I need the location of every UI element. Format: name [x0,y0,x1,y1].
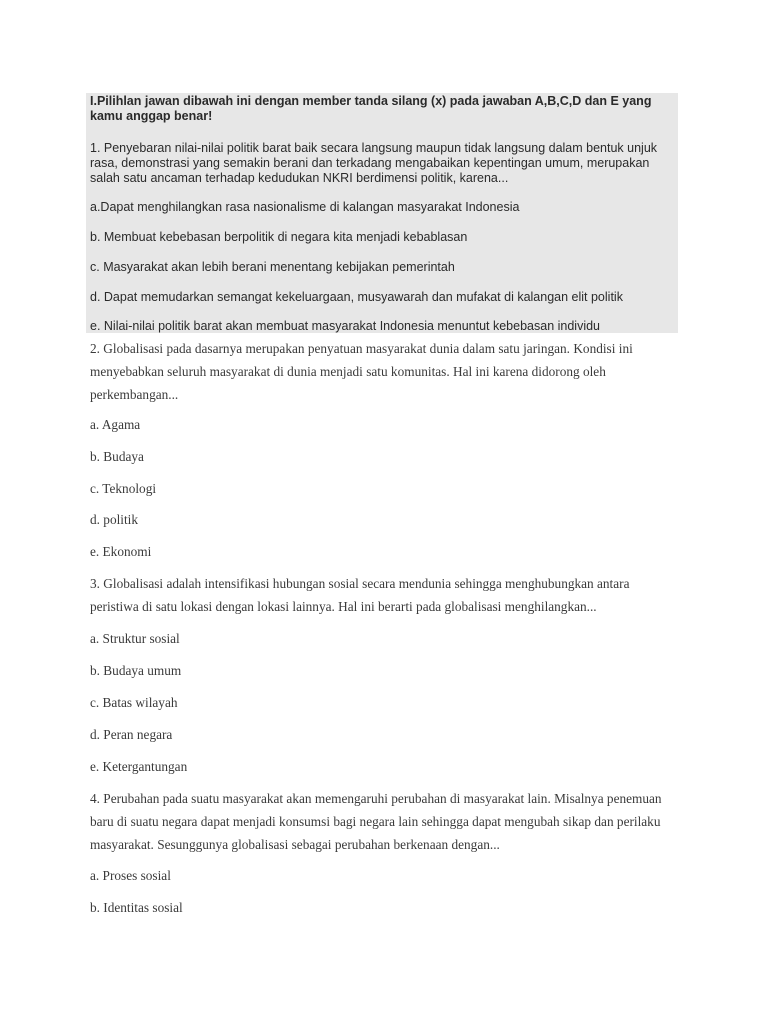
question-2-option-a: a. Agama [90,417,141,432]
question-3-option-c: c. Batas wilayah [90,695,178,710]
question-4-text: 4. Perubahan pada suatu masyarakat akan memengaruhi perubahan di masyarakat lain. Misalnya penemuan baru di suatu negara dapat menjadi konsumsi bagi negara lain sehingga dapat mengubah sikap dan perilaku masyarakat. Sesunggunya globalisasi sebagai perubahan berkenaan dengan... [90,791,662,852]
question-4-option-a: a. Proses sosial [90,868,171,883]
question-2-text: 2. Globalisasi pada dasarnya merupakan penyatuan masyarakat dunia dalam satu jaringan. Kondisi ini menyebabkan seluruh masyarakat di dunia menjadi satu komunitas. Hal ini karena didorong oleh perkembangan... [90,341,633,402]
question-3-option-e: e. Ketergantungan [90,759,188,774]
question-3-text: 3. Globalisasi adalah intensifikasi hubungan sosial secara mendunia sehingga menghubungkan antara peristiwa di satu lokasi dengan lokasi lainnya. Hal ini berarti pada globalisasi menghilangkan... [90,576,630,614]
question-3-option-b: b. Budaya umum [90,663,182,678]
question-1-option-a: a.Dapat menghilangkan rasa nasionalisme di kalangan masyarakat Indonesia [90,200,520,214]
question-1-option-c: c. Masyarakat akan lebih berani menentang kebijakan pemerintah [90,260,455,274]
question-3-option-d: d. Peran negara [90,727,173,742]
question-1-text: 1. Penyebaran nilai-nilai politik barat baik secara langsung maupun tidak langsung dalam bentuk unjuk rasa, demonstrasi yang semakin berani dan terkadang mengabaikan kepentingan umum, merupakan salah satu ancaman terhadap kedudukan NKRI berdimensi politik, karena... [90,141,658,185]
question-4-option-b: b. Identitas sosial [90,900,183,915]
instruction-heading: I.Pilihlan jawan dibawah ini dengan member tanda silang (x) pada jawaban A,B,C,D dan E yang kamu anggap benar! [90,94,652,123]
question-2-option-d: d. politik [90,512,139,527]
question-2-option-b: b. Budaya [90,449,144,464]
question-3-option-a: a. Struktur sosial [90,631,180,646]
question-1-option-e: e. Nilai-nilai politik barat akan membuat masyarakat Indonesia menuntut kebebasan individu [90,319,601,333]
question-2-option-e: e. Ekonomi [90,544,152,559]
question-1-option-d: d. Dapat memudarkan semangat kekeluargaan, musyawarah dan mufakat di kalangan elit politik [90,290,623,304]
question-2-option-c: c. Teknologi [90,481,157,496]
question-1-option-b: b. Membuat kebebasan berpolitik di negara kita menjadi kebablasan [90,230,468,244]
